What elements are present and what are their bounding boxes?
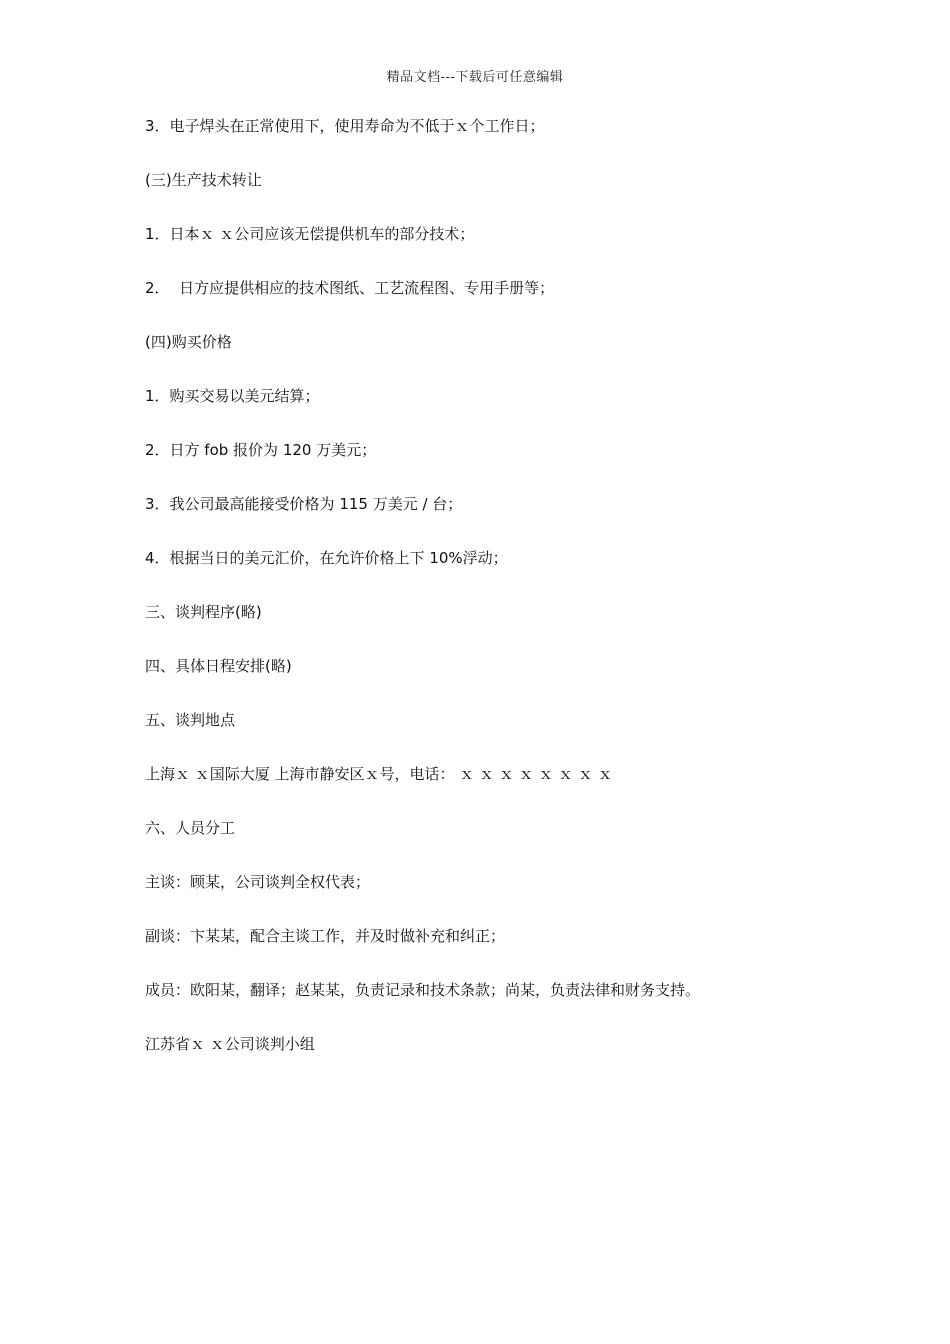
text-line: 2． 日方应提供相应的技术图纸、工艺流程图、专用手册等； <box>145 279 555 297</box>
text-line: 主谈：顾某，公司谈判全权代表； <box>145 873 371 891</box>
text-line: 3．我公司最高能接受价格为 115 万美元 / 台； <box>145 495 463 513</box>
text-line: 成员：欧阳某，翻译；赵某某，负责记录和技术条款；尚某，负责法律和财务支持。 <box>145 981 701 999</box>
section-heading: 五、谈判地点 <box>145 711 236 729</box>
document-body <box>145 113 865 1085</box>
text-line: 2．日方 fob 报价为 120 万美元； <box>145 441 377 459</box>
page-header: 精品文档---下载后可任意编辑 <box>386 70 564 85</box>
section-heading: (四)购买价格 <box>145 333 232 351</box>
section-heading: 六、人员分工 <box>145 819 236 837</box>
text-line: 上海ｘ ｘ国际大厦 上海市静安区ｘ号，电话： ｘ ｘ ｘ ｘ ｘ ｘ ｘ ｘ <box>145 765 613 783</box>
section-heading: 四、具体日程安排(略) <box>145 657 292 675</box>
text-line: 3．电子焊头在正常使用下，使用寿命为不低于ｘ个工作日； <box>145 117 545 135</box>
text-line: 副谈：卞某某，配合主谈工作，并及时做补充和纠正； <box>145 927 506 945</box>
text-line: 4．根据当日的美元汇价，在允许价格上下 10%浮动； <box>145 549 508 567</box>
section-heading: (三)生产技术转让 <box>145 171 262 189</box>
text-line: 1．日本ｘ ｘ公司应该无偿提供机车的部分技术； <box>145 225 475 243</box>
signature-line: 江苏省ｘ ｘ公司谈判小组 <box>145 1035 315 1053</box>
text-line: 1．购买交易以美元结算； <box>145 387 320 405</box>
section-heading: 三、谈判程序(略) <box>145 603 262 621</box>
